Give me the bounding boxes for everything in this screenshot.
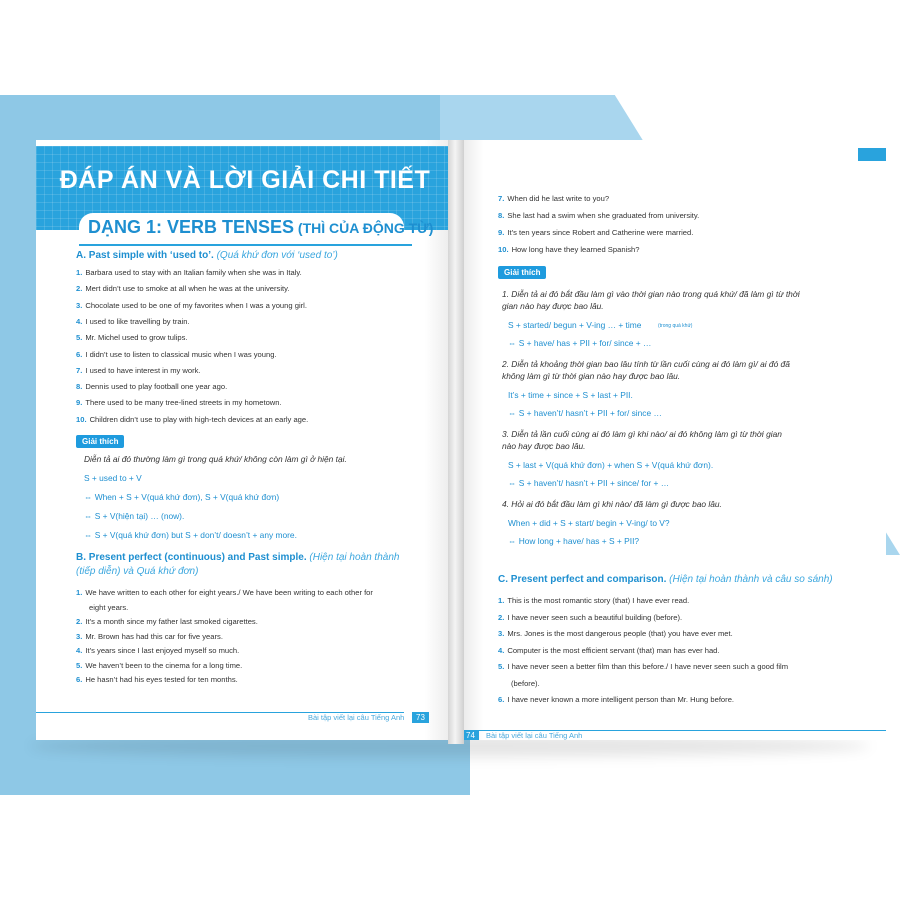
item-text: I used to like travelling by train. [85, 316, 190, 326]
item-text: I used to have interest in my work. [85, 365, 201, 375]
list-item [76, 268, 302, 278]
formula-equivalent: ⇔ S + haven’t/ hasn’t + PII + since/ for + … [508, 478, 670, 488]
list-item [76, 333, 187, 343]
list-item [498, 695, 734, 705]
list-item [76, 382, 227, 392]
list-item [76, 398, 282, 408]
item-text: Chocolate used to be one of my favorites when I was a young girl. [85, 300, 307, 310]
part-b-heading-note2: (tiếp diễn) và Quá khứ đơn) [76, 566, 199, 577]
list-item [76, 301, 307, 311]
list-item [76, 675, 238, 685]
item-text: Mr. Michel used to grow tulips. [85, 333, 188, 343]
part-a-heading-note: (Quá khứ đơn với ‘used to’) [213, 250, 338, 261]
list-item [76, 661, 242, 671]
formula-equivalent: ⇔ S + haven’t/ hasn’t + PII + for/ since … [508, 408, 662, 418]
explain-note: Diễn tả ai đó thường làm gì trong quá khứ/ không còn làm gì ở hiện tại. [84, 454, 347, 464]
item-number: 8. [76, 382, 83, 392]
list-item [76, 366, 201, 376]
item-text: Children didn’t use to play with high-tech devices at an early age. [89, 414, 309, 424]
formula: S + used to + V [84, 473, 142, 483]
item-text: When did he last write to you? [507, 194, 610, 203]
part-b-heading-line2 [76, 566, 198, 577]
page-number-right: 74 [462, 730, 479, 740]
list-item [76, 415, 308, 425]
list-item [498, 662, 788, 672]
left-page [36, 140, 454, 740]
item-number: 6. [76, 675, 83, 684]
explanation-note-line2: không làm gì từ thời gian nào hay được bao lâu. [502, 371, 681, 381]
list-item [498, 646, 720, 656]
item-text: Mr. Brown has had this car for five years. [85, 631, 223, 641]
item-text: Computer is the most efficient servant (that) man has ever had. [507, 645, 720, 655]
list-item [76, 617, 258, 627]
item-text: There used to be many tree-lined streets in my hometown. [85, 398, 282, 408]
item-text: (before). [511, 678, 540, 688]
item-number: 9. [76, 398, 83, 408]
item-number: 3. [498, 629, 505, 638]
part-c-heading [498, 574, 833, 585]
item-number: 4. [498, 645, 505, 655]
item-number: 6. [498, 695, 505, 704]
footer-text-right: Bài tập viết lại câu Tiếng Anh [486, 731, 583, 740]
part-b-heading-text: B. Present perfect (continuous) and Past simple. [76, 552, 307, 563]
part-b-heading [76, 552, 399, 563]
section-sub: (THÌ CỦA ĐỘNG TỪ) [294, 220, 434, 236]
page-title: ĐÁP ÁN VÀ LỜI GIẢI CHI TIẾT [59, 166, 431, 194]
formula: ⇔ S + V(quá khứ đơn) but S + don’t/ doesn’t + any more. [84, 530, 297, 540]
list-item [498, 194, 609, 204]
item-number: 2. [498, 612, 505, 622]
item-text: We have written to each other for eight years./ We have been writing to each other for [85, 588, 373, 597]
item-text: We haven’t been to the cinema for a long time. [85, 660, 243, 670]
item-text: How long have they learned Spanish? [511, 245, 640, 254]
list-item [498, 629, 733, 639]
item-number: 6. [76, 349, 83, 359]
formula: When + did + S + start/ begin + V-ing/ to V? [508, 518, 670, 528]
part-c-heading-note: (Hiện tại hoàn thành và câu so sánh) [666, 574, 833, 585]
explanation-note-line2: nào hay được bao lâu. [502, 441, 586, 451]
item-number: 4. [76, 316, 83, 326]
item-text: He hasn’t had his eyes tested for ten months. [85, 675, 238, 684]
item-number: 1. [76, 588, 83, 597]
item-number: 5. [76, 333, 83, 343]
formula: It’s + time + since + S + last + PII. [508, 390, 633, 400]
right-page [458, 140, 886, 740]
list-item [76, 588, 373, 598]
list-item [76, 284, 290, 294]
list-item [508, 679, 540, 689]
item-text: It’s years since I last enjoyed myself so much. [85, 646, 240, 655]
list-item [498, 211, 699, 221]
item-text: This is the most romantic story (that) I have ever read. [507, 596, 690, 605]
item-number: 8. [498, 211, 505, 220]
list-item [76, 350, 277, 360]
item-text: eight years. [89, 602, 129, 612]
item-number: 2. [76, 617, 83, 626]
item-text: Mrs. Jones is the most dangerous people (that) you have ever met. [507, 629, 733, 638]
section-label-text: DẠNG 1: VERB TENSES [88, 217, 295, 237]
list-item [86, 603, 128, 613]
formula-equivalent: ⇔ S + have/ has + PII + for/ since + … [508, 338, 652, 348]
list-item [76, 632, 223, 642]
item-text: I have never seen a better film than this before./ I have never seen such a good film [507, 662, 789, 671]
item-number: 10. [76, 414, 87, 424]
item-number: 1. [498, 596, 505, 605]
footer-text: Bài tập viết lại câu Tiếng Anh [308, 713, 405, 722]
list-item [498, 228, 693, 238]
formula-subscript: (trong quá khứ) [658, 323, 693, 329]
part-c-heading-text: C. Present perfect and comparison. [498, 574, 667, 585]
item-number: 7. [76, 365, 83, 375]
part-a-heading-text: A. Past simple with ‘used to’. [76, 250, 214, 261]
list-item [498, 596, 689, 606]
formula: S + last + V(quá khứ đơn) + when S + V(quá khứ đơn). [508, 460, 714, 470]
formula-equivalent: ⇔ How long + have/ has + S + PII? [508, 536, 640, 546]
explain-label-right: Giải thích [498, 266, 546, 279]
formula: S + started/ begun + V-ing … + time [508, 320, 642, 330]
list-item [76, 646, 239, 656]
explanation-note-line2: gian nào hay được bao lâu. [502, 301, 604, 311]
section-rule [79, 244, 412, 246]
item-text: I have never known a more intelligent person than Mr. Hung before. [507, 695, 735, 704]
item-number: 7. [498, 194, 505, 203]
item-number: 5. [498, 662, 505, 671]
explanation-note: 4. Hỏi ai đó bắt đầu làm gì khi nào/ đã làm gì được bao lâu. [502, 499, 722, 509]
formula: ⇔ S + V(hiện tại) … (now). [84, 511, 185, 521]
item-number: 9. [498, 228, 505, 237]
part-b-heading-note: (Hiện tại hoàn thành [306, 552, 400, 563]
explain-label: Giải thích [76, 435, 124, 448]
page-number: 73 [412, 712, 429, 723]
formula: ⇔ When + S + V(quá khứ đơn), S + V(quá khứ đơn) [84, 492, 280, 502]
item-text: I didn’t use to listen to classical music when I was young. [85, 349, 277, 359]
item-number: 3. [76, 300, 83, 310]
item-text: She last had a swim when she graduated from university. [507, 211, 700, 220]
top-accent [858, 148, 886, 161]
item-number: 10. [498, 245, 509, 254]
item-text: Barbara used to stay with an Italian family when she was in Italy. [85, 268, 302, 277]
explanation-note: 3. Diễn tả lần cuối cùng ai đó làm gì khi nào/ ai đó không làm gì từ thời gian [502, 429, 782, 439]
list-item [498, 245, 639, 255]
item-number: 5. [76, 660, 83, 670]
item-number: 3. [76, 631, 83, 641]
part-a-heading [76, 250, 338, 261]
item-text: It’s a month since my father last smoked cigarettes. [85, 617, 258, 626]
item-text: Mert didn’t use to smoke at all when he was at the university. [85, 284, 290, 294]
item-text: I have never seen such a beautiful building (before). [507, 612, 683, 622]
list-item [498, 613, 682, 623]
book-spine [448, 140, 464, 744]
explanation-note: 1. Diễn tả ai đó bắt đầu làm gì vào thời gian nào trong quá khứ/ đã làm gì từ thời [502, 289, 800, 299]
section-label [88, 217, 433, 238]
item-number: 2. [76, 284, 83, 294]
list-item [76, 317, 190, 327]
item-number: 4. [76, 646, 83, 655]
item-number: 1. [76, 268, 83, 277]
explanation-note: 2. Diễn tả khoảng thời gian bao lâu tính từ lần cuối cùng ai đó làm gì/ ai đó đã [502, 359, 790, 369]
item-text: It’s ten years since Robert and Catherine were married. [507, 228, 694, 237]
item-text: Dennis used to play football one year ago. [85, 382, 228, 392]
